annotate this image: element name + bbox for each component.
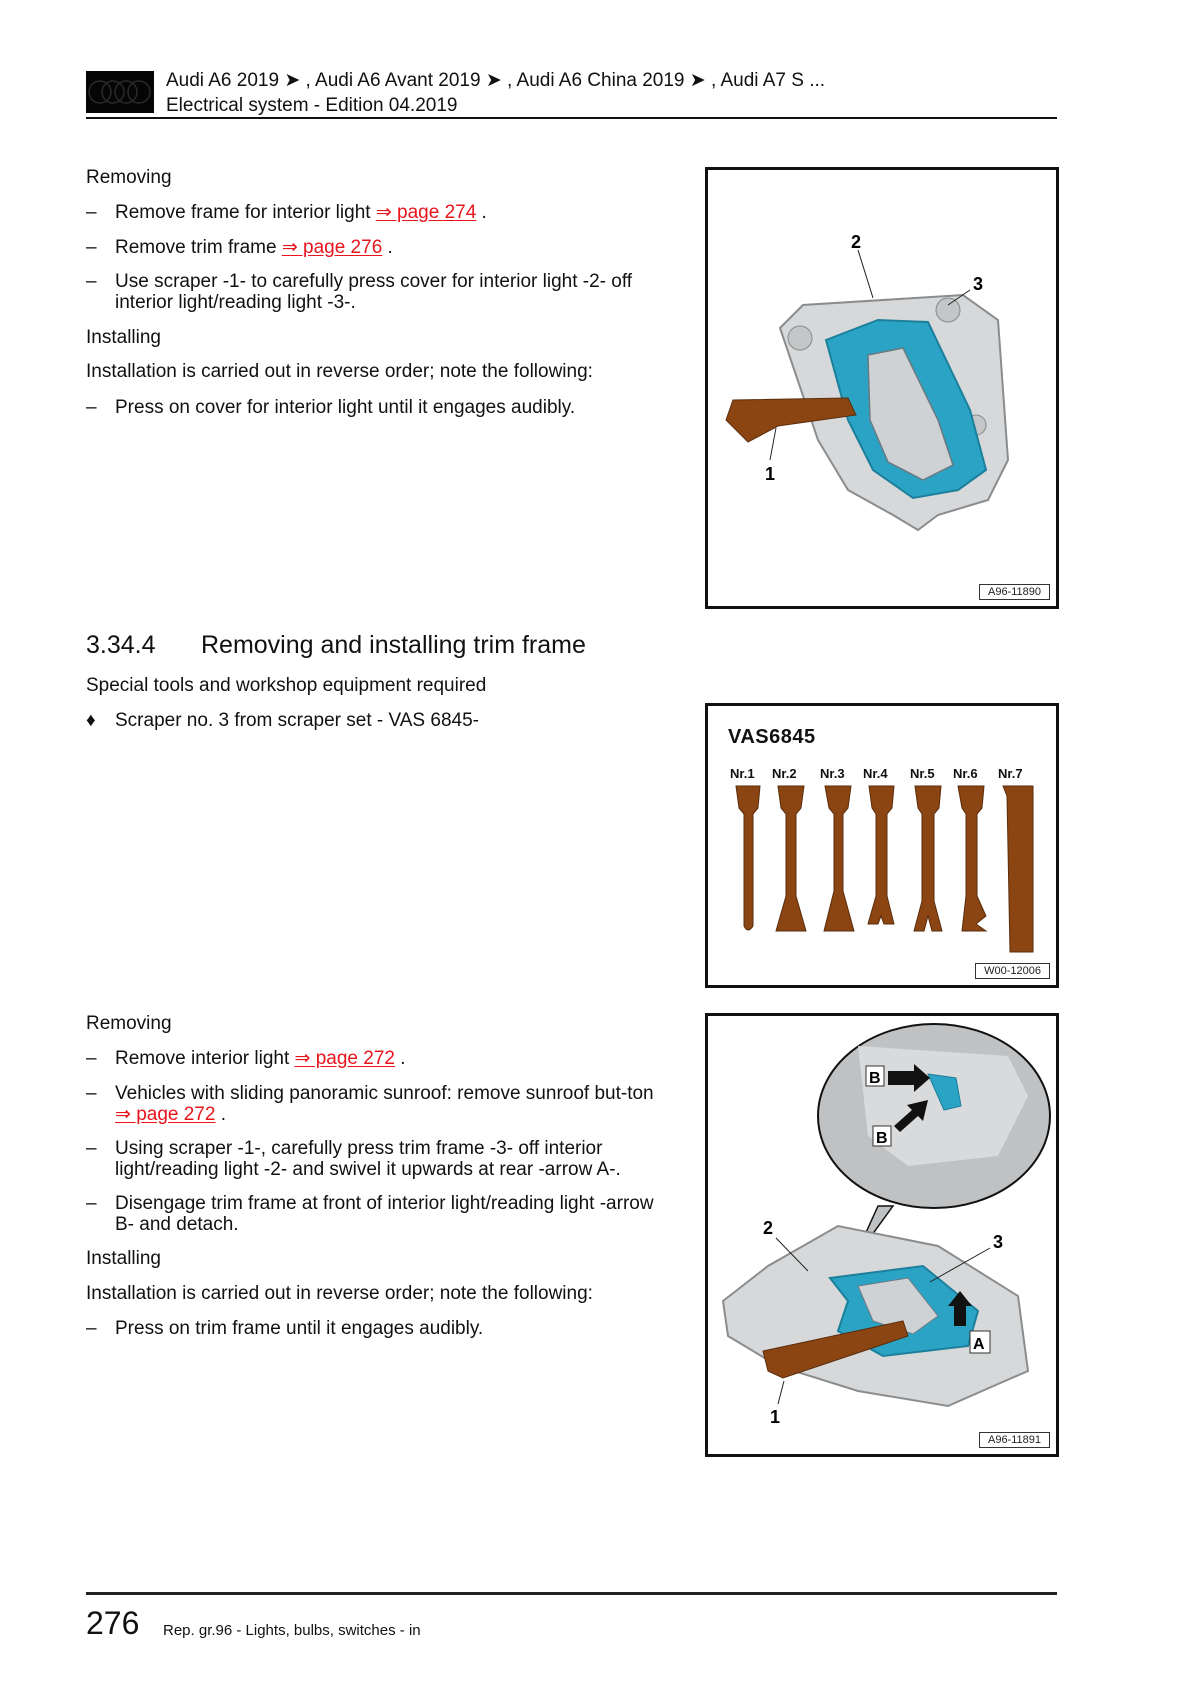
dash-bullet: – (86, 1318, 97, 1339)
audi-rings-logo (86, 71, 154, 113)
page-number: 276 (86, 1605, 140, 1641)
step-item (86, 237, 666, 258)
trim-frame-diagram (708, 1016, 1056, 1454)
step-item (86, 1083, 666, 1125)
diamond-bullet-icon: ♦ (86, 710, 96, 731)
arrow-label-b: B (876, 1130, 888, 1147)
dash-bullet: – (86, 202, 97, 223)
scraper-label: Nr.3 (820, 766, 845, 781)
page-link[interactable]: ⇒ page 272 (294, 1048, 395, 1069)
tool-item (86, 710, 666, 731)
dash-bullet: – (86, 1193, 97, 1214)
step-text: Disengage trim frame at front of interior light/reading light -arrow B- and detach. (115, 1193, 654, 1235)
step-text: Remove interior light (115, 1048, 295, 1069)
installing-heading: Installing (86, 327, 161, 348)
audi-rings-icon (86, 71, 154, 113)
figure-code: A96-11890 (979, 584, 1050, 600)
interior-light-diagram (708, 170, 1056, 606)
step-text: Remove trim frame (115, 237, 282, 258)
page-link[interactable]: ⇒ page 276 (281, 237, 383, 258)
callout-label-2: 2 (763, 1218, 774, 1238)
step-text: Use scraper -1- to carefully press cover for interior light -2- off interior light/reading light -3-. (115, 271, 633, 313)
document-subtitle: Electrical system - Edition 04.2019 (166, 95, 458, 116)
installing-note: Installation is carried out in reverse order; note the following: (86, 361, 593, 382)
header-divider (86, 117, 1057, 119)
callout-label-1: 1 (770, 1407, 781, 1427)
step-item (86, 1193, 666, 1235)
section-title: Removing and installing trim frame (201, 631, 586, 659)
dash-bullet: – (86, 1083, 97, 1104)
figure-interior-light-cover (705, 167, 1059, 609)
section-heading (86, 630, 586, 660)
figure-code: W00-12006 (975, 963, 1050, 979)
step-item (86, 397, 666, 418)
callout-label-2: 2 (851, 232, 862, 252)
step-item (86, 202, 666, 223)
step-text: Press on cover for interior light until it engages audibly. (115, 397, 576, 418)
callout-label-3: 3 (973, 274, 984, 294)
arrow-label-a: A (973, 1336, 985, 1353)
scraper-label: Nr.1 (730, 766, 755, 781)
scraper-label: Nr.6 (953, 766, 978, 781)
tools-heading: Special tools and workshop equipment required (86, 675, 487, 696)
callout-label-3: 3 (993, 1232, 1004, 1252)
scraper-set-title: VAS6845 (728, 726, 816, 748)
dash-bullet: – (86, 1138, 97, 1159)
step-punct: . (215, 1104, 227, 1125)
scraper-label: Nr.4 (863, 766, 888, 781)
removing-heading: Removing (86, 167, 172, 188)
dash-bullet: – (86, 397, 97, 418)
arrow-label-b: B (869, 1070, 881, 1087)
page-link[interactable]: ⇒ page 272 (115, 1104, 216, 1125)
step-text: Press on trim frame until it engages audibly. (115, 1318, 484, 1339)
step-item (86, 1048, 666, 1069)
figure-code: A96-11891 (979, 1432, 1050, 1448)
scraper-label: Nr.2 (772, 766, 797, 781)
chapter-title: Rep. gr.96 - Lights, bulbs, switches - in (163, 1622, 421, 1639)
figure-trim-frame-removal (705, 1013, 1059, 1457)
step-text: Vehicles with sliding panoramic sunroof: remove sunroof but-ton (115, 1083, 654, 1104)
step-punct: . (476, 202, 487, 223)
callout-label-1: 1 (765, 464, 776, 484)
document-title: Audi A6 2019 ➤ , Audi A6 Avant 2019 ➤ , Audi A6 China 2019 ➤ , Audi A7 S ... (166, 70, 826, 91)
installing-heading: Installing (86, 1248, 161, 1269)
step-item (86, 1318, 666, 1339)
page-link[interactable]: ⇒ page 274 (375, 202, 477, 223)
figure-scraper-set (705, 703, 1059, 988)
section-number: 3.34.4 (86, 631, 156, 659)
step-punct: . (382, 237, 393, 258)
step-item (86, 1138, 666, 1180)
scraper-label: Nr.5 (910, 766, 935, 781)
tool-text: Scraper no. 3 from scraper set - VAS 6845- (115, 710, 479, 731)
dash-bullet: – (86, 237, 97, 258)
dash-bullet: – (86, 1048, 97, 1069)
installing-note: Installation is carried out in reverse order; note the following: (86, 1283, 593, 1304)
step-text: Remove frame for interior light (115, 202, 376, 223)
step-item (86, 271, 666, 313)
scraper-label: Nr.7 (998, 766, 1023, 781)
footer-divider (86, 1592, 1057, 1595)
scraper-set-diagram (708, 706, 1056, 986)
step-punct: . (394, 1048, 406, 1069)
removing-heading: Removing (86, 1013, 172, 1034)
step-text: Using scraper -1-, carefully press trim frame -3- off interior light/reading light -2- and swivel it upwards at rear -arrow A-. (115, 1138, 621, 1180)
dash-bullet: – (86, 271, 97, 292)
